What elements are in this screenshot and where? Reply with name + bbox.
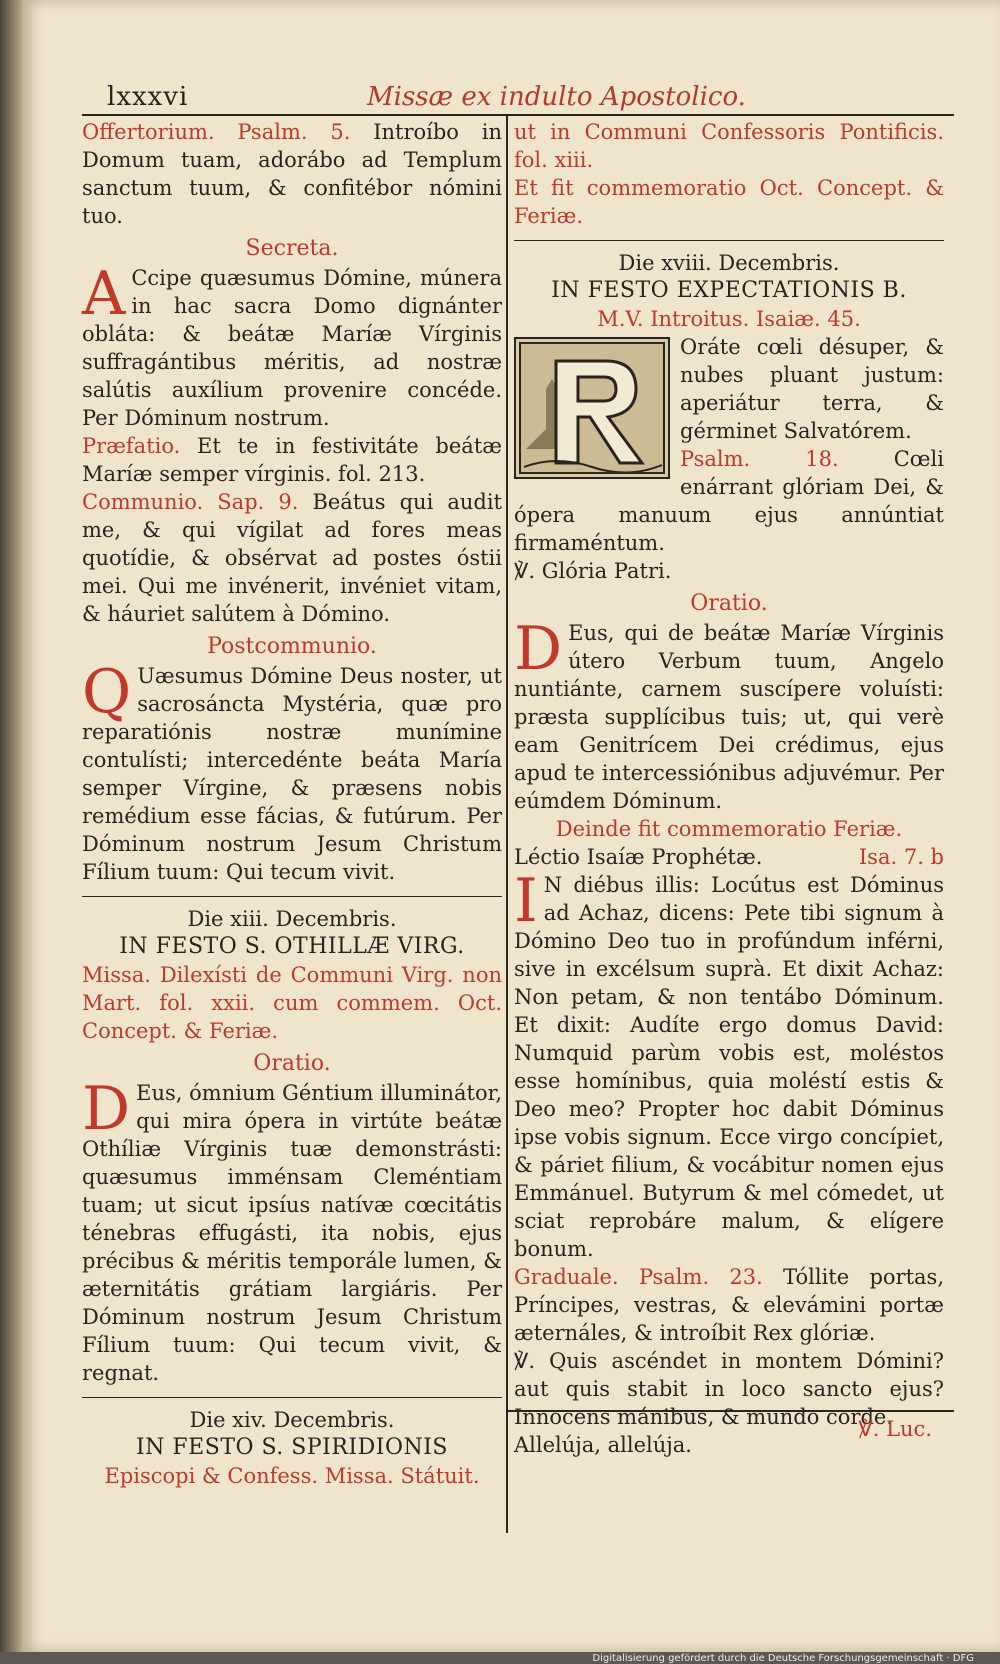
- oratio-title: Oratio.: [690, 591, 768, 616]
- lectio-text: N diébus illis: Locútus est Dóminus ad Achaz, dicens: Pete tibi signum à Dómino Deo tuo in profúndum inférni, sive in excélsum suprà. Et dixit Achaz: Non petam, & non tentábo Dóminum. Et dixit: Audíte ergo domus David: Numquid parùm vobis est, moléstos esse homínibus, quia moléstí estis & Deo meo? Propter hoc dabit Dóminus ipse vobis signum. Ecce virgo concípiet, & páriet filium, & vocábitur nomen ejus Emmánuel. Butyrum & mel cómedet, ut sciat reprobáre malum, & elígere bonum.: [514, 873, 944, 1261]
- feast-othiliae: IN FESTO S. OTHILLÆ VIRG.: [119, 934, 465, 959]
- secreta-text: Ccipe quæsumus Dómine, múnera in hac sacra Domo dignánter obláta: & beátæ Maríæ Vírginis suffragántibus méritis, ad nostræ salútis auxílium provenire concéde. Per Dóminum nostrum.: [82, 266, 502, 430]
- oratio-block: [514, 614, 944, 815]
- section-divider: [82, 1397, 502, 1398]
- postcommunio-text: Uæsumus Dómine Deus noster, ut sacrosáncta Mystéria, quæ pro reparatiónis nostræ munímine contulísti; intercedénte beáta María semper Vírgine, & præsens nobis remédium esse fácias, & futúrum. Per Dóminum nostrum Jesum Christum Fílium tuum: Qui tecum vivit.: [82, 664, 502, 884]
- oratio-text: Eus, qui de beátæ Maríæ Vírginis útero Verbum tuum, Angelo nuntiánte, carnem suscípere voluísti: præsta supplícibus tuis; ut, qui verè eam Genitrícem Dei crédimus, ejus apud te intercessiónibus adjuvémur. Per eúmdem Dóminum.: [514, 621, 944, 813]
- oratio-othiliae-block: [82, 1074, 502, 1387]
- decorated-initial-image: [516, 339, 668, 477]
- date-xiv: Die xiv. Decembris.: [189, 1408, 395, 1432]
- postcommunio-title: Postcommunio.: [207, 634, 377, 659]
- postcommunio-text-block: [82, 657, 502, 886]
- offertorium-text: Introíbo in Domum tuam, adorábo ad Templum sanctum tuum, & confitébor nómini tuo.: [82, 120, 502, 228]
- digitization-footer: [0, 1652, 1000, 1663]
- oratio-othiliae-title: Oratio.: [253, 1051, 331, 1076]
- date-xviii: Die xviii. Decembris.: [618, 251, 840, 275]
- oratio-initial: D: [514, 614, 563, 684]
- footer-text: Digitalisierung gefördert durch die Deutsche Forschungsgemeinschaft · DFG: [592, 1653, 974, 1664]
- running-head: Missæ ex indulto Apostolico.: [367, 82, 746, 112]
- secreta-initial: A: [82, 259, 126, 329]
- right-bottom-rule: [506, 1410, 954, 1412]
- communio-text: Beátus qui audit me, & qui vígilat ad fores meas quotídie, & obsérvat ad postes óstii mei. Qui me invénerit, invéniet vitam, & háuriet salútem à Dómino.: [82, 490, 502, 626]
- postcommunio-initial: Q: [82, 657, 132, 727]
- oratio-othiliae-text: Eus, ómnium Géntium illuminátor, qui mira ópera in virtúte beátæ Othíliæ Vírginis tuæ demonstrásti: quæsumus imménsam Cleméntiam tuam; ut sicut ipsíus natívæ cœcitátis ténebras effugásti, ita nobis, ejus précibus & méritis temporále lumen, & æternitátis grátiam largiáris. Per Dóminum nostrum Jesum Christum Fílium tuum: Qui tecum vivit, & regnat.: [82, 1081, 502, 1385]
- communio-label: Communio. Sap. 9.: [82, 490, 299, 514]
- commemoratio-feriae: Deinde fit commemoratio Feriæ.: [555, 817, 903, 841]
- section-divider: [82, 896, 502, 897]
- offertorium-label: Offertorium. Psalm. 5.: [82, 120, 351, 144]
- column-divider: [506, 116, 508, 1533]
- lectio-block: [514, 866, 944, 1263]
- section-divider: [514, 240, 944, 241]
- psalm-label: Psalm. 18.: [680, 447, 839, 471]
- lectio-heading: [514, 843, 944, 871]
- gloria-text: ℣. Glória Patri.: [514, 559, 672, 583]
- missa-othiliae: Missa. Dilexísti de Communi Virg. non Mart. fol. xxii. cum commem. Oct. Concept. & Feriæ.: [82, 963, 502, 1043]
- feast-spiridionis: IN FESTO S. SPIRIDIONIS: [135, 1435, 448, 1460]
- graduale: [514, 1263, 944, 1347]
- decorated-initial-r: [514, 337, 670, 479]
- page-number: lxxxvi: [107, 82, 189, 112]
- secreta-text-block: [82, 259, 502, 432]
- versicle: ℣. Quis ascéndet in montem Dómini? aut quis stabit in loco sancto ejus? Innocens mánibus, & mundo corde.: [514, 1349, 944, 1429]
- communio: [82, 488, 502, 628]
- praefatio-label: Præfatio.: [82, 434, 181, 458]
- introit-label: M.V. Introitus. Isaiæ. 45.: [597, 307, 861, 331]
- missa-spiridionis: Episcopi & Confess. Missa. Státuit.: [104, 1464, 480, 1488]
- feast-expectationis: IN FESTO EXPECTATIONIS B.: [551, 278, 907, 303]
- page-header: [107, 82, 940, 114]
- right-column: [514, 118, 944, 1529]
- oratio-othiliae-initial: D: [82, 1074, 131, 1144]
- psalm-text: Cœli enárrant glóriam Dei, & ópera manuum ejus annúntiat firmaméntum.: [514, 447, 944, 555]
- lectio-label: Léctio Isaíæ Prophétæ.: [514, 845, 763, 869]
- left-column: [82, 118, 502, 1529]
- right-top-2: Et fit commemoratio Oct. Concept. & Feriæ.: [514, 176, 944, 228]
- alleluia: Allelúja, allelúja.: [514, 1433, 692, 1457]
- gloria-patri: [514, 557, 944, 585]
- introit-text: Oráte cœli désuper, & nubes pluant justum: aperiátur terra, & gérminet Salvatórem.: [680, 335, 944, 443]
- lectio-ref: Isa. 7. b: [858, 845, 944, 869]
- date-xiii: Die xiii. Decembris.: [187, 907, 397, 931]
- praefatio: [82, 432, 502, 488]
- graduale-text: Tóllite portas, Príncipes, vestras, & elevámini portæ æternáles, & introíbit Rex glóriæ.: [514, 1265, 945, 1345]
- praefatio-text: Et te in festivitáte beátæ Maríæ semper vírginis. fol. 213.: [82, 434, 502, 486]
- book-spine-edge: [0, 0, 22, 1663]
- header-rule: [82, 114, 954, 116]
- right-top-1: ut in Communi Confessoris Pontificis. fol. xiii.: [514, 120, 944, 172]
- lectio-initial: I: [514, 866, 538, 936]
- catchword: ℣. Luc.: [858, 1417, 932, 1441]
- offertorium: [82, 118, 502, 230]
- graduale-label: Graduale. Psalm. 23.: [514, 1265, 763, 1289]
- secreta-title: Secreta.: [245, 236, 339, 261]
